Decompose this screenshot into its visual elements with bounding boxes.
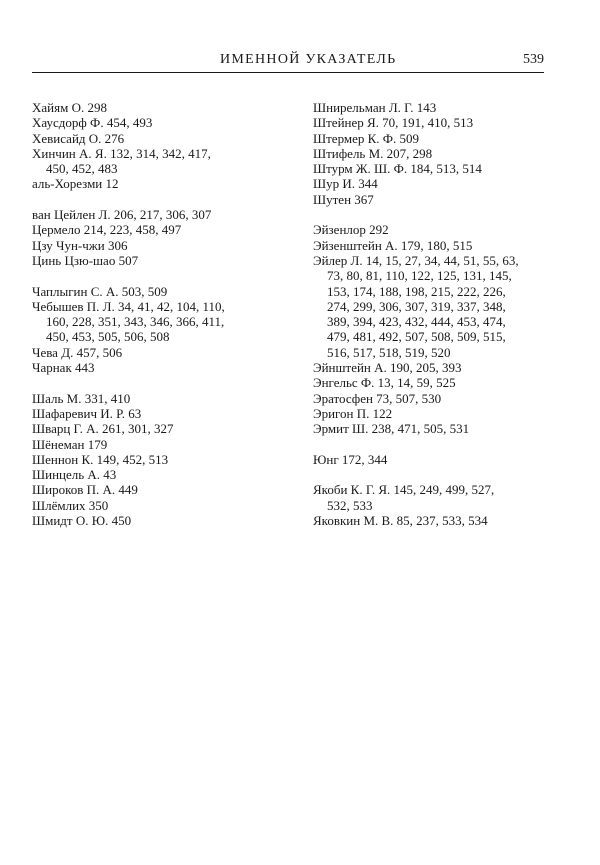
- index-group-sh: [32, 391, 292, 529]
- index-entry: Чарнак 443: [32, 360, 95, 376]
- index-entry-text: Якоби К. Г. Я. 145, 249, 499, 527,: [313, 482, 495, 498]
- index-entry-continuation: 479, 481, 492, 507, 508, 509, 515,: [327, 329, 506, 345]
- index-entry: Хаусдорф Ф. 454, 493: [32, 115, 153, 131]
- index-entry-text: Эйлер Л. 14, 15, 27, 34, 44, 51, 55, 63,: [313, 252, 519, 268]
- index-entry: Шнирельман Л. Г. 143: [313, 100, 437, 115]
- index-entry-text: Хинчин А. Я. 132, 314, 342, 417,: [32, 145, 211, 161]
- index-entry: Шутен 367: [313, 191, 374, 207]
- index-entry: Хевисайд О. 276: [32, 130, 125, 146]
- index-entry: Шаль М. 331, 410: [32, 390, 131, 406]
- index-entry: [313, 482, 549, 513]
- index-entry: Шеннон К. 149, 452, 513: [32, 451, 169, 467]
- index-entry: Шварц Г. А. 261, 301, 327: [32, 421, 174, 437]
- index-entry-continuation: 73, 80, 81, 110, 122, 125, 131, 145,: [327, 268, 512, 284]
- index-entry: ван Цейлен Л. 206, 217, 306, 307: [32, 207, 212, 223]
- index-entry-continuation: 450, 453, 505, 506, 508: [46, 329, 170, 345]
- index-entry: Штермер К. Ф. 509: [313, 130, 420, 146]
- index-entry-continuation: 160, 228, 351, 343, 346, 366, 411,: [46, 314, 225, 330]
- index-entry: Цзу Чун-чжи 306: [32, 237, 128, 253]
- index-group-sh-cont: [313, 100, 549, 207]
- index-entry: [32, 146, 292, 177]
- index-entry: Шлёмлих 350: [32, 497, 109, 513]
- index-entry: Эратосфен 73, 507, 530: [313, 390, 442, 406]
- index-entry: Хайям О. 298: [32, 100, 107, 115]
- index-entry-continuation: 389, 394, 423, 432, 444, 453, 474,: [327, 314, 506, 330]
- index-entry: Эйнштейн А. 190, 205, 393: [313, 360, 462, 376]
- index-entry-continuation: 450, 452, 483: [46, 161, 118, 177]
- index-group-ts: [32, 207, 292, 268]
- index-group-e: [313, 222, 549, 436]
- index-entry: Цинь Цзю-шао 507: [32, 252, 139, 268]
- index-entry: Чаплыгин С. А. 503, 509: [32, 283, 168, 299]
- index-entry: Эйзенлор 292: [313, 222, 389, 238]
- index-group-kh: [32, 100, 292, 192]
- index-group-yu: [313, 452, 549, 467]
- index-entry: Цермело 214, 223, 458, 497: [32, 222, 182, 238]
- index-column-left: [32, 100, 292, 528]
- index-entry: Эйзенштейн А. 179, 180, 515: [313, 237, 473, 253]
- index-entry: Чева Д. 457, 506: [32, 344, 123, 360]
- index-entry-continuation: 153, 174, 188, 198, 215, 222, 226,: [327, 283, 506, 299]
- header-title: ИМЕННОЙ УКАЗАТЕЛЬ: [220, 52, 397, 67]
- index-entry: Юнг 172, 344: [313, 451, 388, 467]
- index-entry: Шёнеман 179: [32, 436, 108, 452]
- index-entry: [32, 299, 292, 345]
- running-header: [32, 52, 544, 73]
- index-entry: Штурм Ж. Ш. Ф. 184, 513, 514: [313, 161, 482, 177]
- index-entry: Яковкин М. В. 85, 237, 533, 534: [313, 513, 488, 529]
- index-entry: Эригон П. 122: [313, 405, 393, 421]
- index-entry-continuation: 532, 533: [327, 497, 373, 513]
- index-entry: Эрмит Ш. 238, 471, 505, 531: [313, 421, 470, 437]
- index-entry: Штифель М. 207, 298: [313, 145, 433, 161]
- index-entry: [313, 253, 549, 360]
- index-entry: Штейнер Я. 70, 191, 410, 513: [313, 115, 474, 131]
- index-entry: Шафаревич И. Р. 63: [32, 405, 142, 421]
- index-entry: Энгельс Ф. 13, 14, 59, 525: [313, 375, 456, 391]
- index-column-right: [313, 100, 549, 528]
- index-entry-continuation: 274, 299, 306, 307, 319, 337, 348,: [327, 298, 506, 314]
- index-entry-continuation: 516, 517, 518, 519, 520: [327, 344, 451, 360]
- page-number: 539: [523, 52, 544, 67]
- index-group-ch: [32, 284, 292, 376]
- index-entry: Шинцель А. 43: [32, 467, 117, 483]
- index-entry: Шмидт О. Ю. 450: [32, 513, 132, 529]
- index-group-ya: [313, 482, 549, 528]
- index-entry: Шур И. 344: [313, 176, 378, 192]
- index-entry: Широков П. А. 449: [32, 482, 138, 498]
- index-entry: аль-Хорезми 12: [32, 176, 119, 192]
- index-entry-text: Чебышев П. Л. 34, 41, 42, 104, 110,: [32, 298, 225, 314]
